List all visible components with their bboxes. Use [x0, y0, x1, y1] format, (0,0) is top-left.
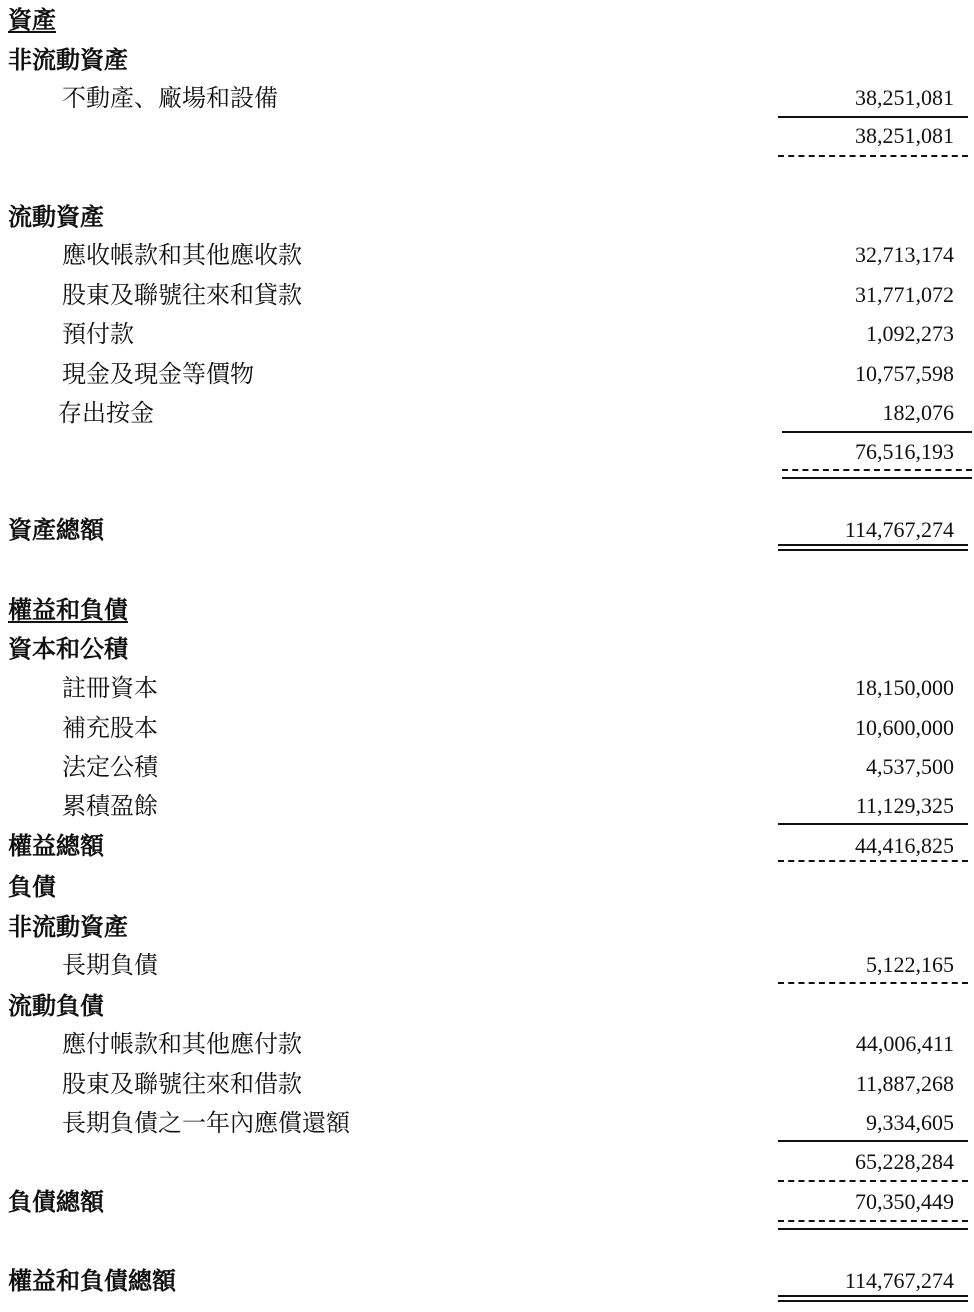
additional-capital-value: 10,600,000 — [855, 715, 954, 740]
statutory-reserve-value: 4,537,500 — [866, 754, 954, 779]
rule-dashed — [778, 1220, 968, 1222]
ppe-value: 38,251,081 — [855, 85, 954, 110]
prepayments-value: 1,092,273 — [866, 321, 954, 346]
rule-single — [782, 477, 972, 479]
rule-single — [782, 431, 972, 433]
current-portion-ltd-label: 長期負債之一年內應償還額 — [62, 1109, 350, 1137]
current-liabilities-heading: 流動負債 — [8, 992, 104, 1020]
total-equity-value: 44,416,825 — [855, 833, 954, 858]
rule-dashed — [778, 982, 968, 984]
rule-double-bottom — [778, 1300, 968, 1302]
statutory-reserve-label: 法定公積 — [62, 753, 158, 781]
equity-liabilities-heading: 權益和負債 — [8, 596, 128, 624]
cash-label: 現金及現金等價物 — [62, 360, 254, 388]
rule-double-top — [778, 1295, 968, 1297]
liabilities-heading: 負債 — [8, 873, 56, 901]
retained-earnings-value: 11,129,325 — [855, 793, 954, 818]
receivables-label: 應收帳款和其他應收款 — [62, 241, 302, 269]
additional-capital-label: 補充股本 — [62, 714, 158, 742]
payables-label: 應付帳款和其他應付款 — [62, 1030, 302, 1058]
rule-double-top — [778, 544, 968, 546]
shareholder-loans-label: 股東及聯號往來和貸款 — [62, 281, 302, 309]
rule-dashed — [778, 155, 968, 157]
retained-earnings-label: 累積盈餘 — [62, 792, 158, 820]
total-liabilities-value: 70,350,449 — [855, 1189, 954, 1214]
rule-double-bottom — [778, 549, 968, 551]
rule-single — [778, 1140, 968, 1142]
shareholder-borrowings-value: 11,887,268 — [855, 1071, 954, 1096]
ppe-label: 不動產、廠場和設備 — [62, 84, 278, 112]
deposits-label: 存出按金 — [58, 399, 154, 427]
grand-total-label: 權益和負債總額 — [8, 1267, 176, 1295]
total-assets-value: 114,767,274 — [844, 517, 954, 542]
grand-total-value: 114,767,274 — [844, 1268, 954, 1293]
cash-value: 10,757,598 — [855, 361, 954, 386]
rule-dashed — [778, 860, 968, 862]
rule-single — [778, 116, 968, 118]
non-current-assets-heading: 非流動資產 — [8, 46, 128, 74]
current-liabilities-subtotal: 65,228,284 — [855, 1149, 954, 1174]
non-current-assets-subtotal: 38,251,081 — [855, 123, 954, 148]
payables-value: 44,006,411 — [855, 1031, 954, 1056]
prepayments-label: 預付款 — [62, 320, 134, 348]
total-equity-label: 權益總額 — [8, 832, 104, 860]
shareholder-borrowings-label: 股東及聯號往來和借款 — [62, 1070, 302, 1098]
registered-capital-value: 18,150,000 — [855, 675, 954, 700]
long-term-debt-value: 5,122,165 — [866, 952, 954, 977]
receivables-value: 32,713,174 — [855, 242, 954, 267]
current-portion-ltd-value: 9,334,605 — [866, 1110, 954, 1135]
capital-reserves-heading: 資本和公積 — [8, 635, 128, 663]
non-current-liabilities-heading: 非流動資產 — [8, 913, 128, 941]
deposits-value: 182,076 — [882, 400, 954, 425]
total-liabilities-label: 負債總額 — [8, 1188, 104, 1216]
rule-dashed — [782, 469, 972, 471]
assets-heading: 資產 — [8, 6, 56, 34]
shareholder-loans-value: 31,771,072 — [855, 282, 954, 307]
total-assets-label: 資產總額 — [8, 516, 104, 544]
rule-single — [778, 1228, 968, 1230]
long-term-debt-label: 長期負債 — [62, 951, 158, 979]
registered-capital-label: 註冊資本 — [62, 674, 158, 702]
rule-single — [778, 823, 968, 825]
current-assets-subtotal: 76,516,193 — [855, 439, 954, 464]
current-assets-heading: 流動資產 — [8, 203, 104, 231]
rule-dashed — [778, 1180, 968, 1182]
